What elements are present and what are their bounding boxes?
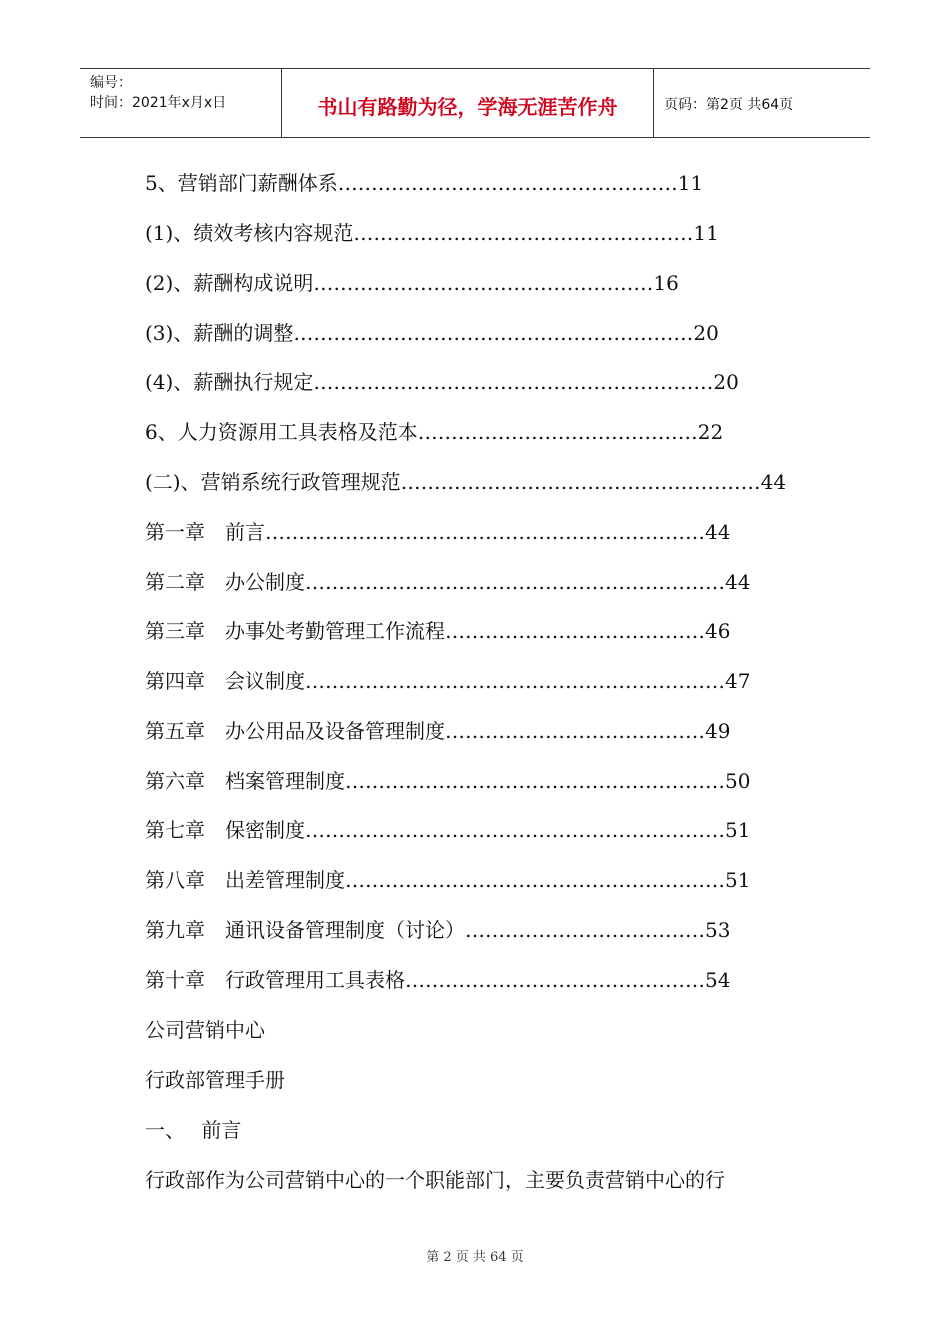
toc-page: 54 <box>705 968 731 992</box>
toc-entry[interactable] <box>145 168 703 198</box>
toc-title: 第三章 办事处考勤管理工作流程 <box>145 619 445 643</box>
chapter-heading: 一、 前言 <box>145 1118 242 1142</box>
toc-title: (1)、绩效考核内容规范 <box>145 221 354 245</box>
toc-entry[interactable] <box>145 417 723 447</box>
toc-entry[interactable] <box>145 815 750 845</box>
toc-title: 第九章 通讯设备管理制度（讨论） <box>145 918 465 942</box>
toc-page: 16 <box>653 271 679 295</box>
toc-dots: ………………………………………………… <box>345 868 725 892</box>
header-meta <box>80 69 282 137</box>
toc-entry[interactable] <box>145 367 739 397</box>
toc-title: 第四章 会议制度 <box>145 669 305 693</box>
toc-page: 44 <box>705 520 731 544</box>
toc-title: 第六章 档案管理制度 <box>145 769 345 793</box>
toc-title: (4)、薪酬执行规定 <box>145 370 314 394</box>
toc-title: 第二章 办公制度 <box>145 570 305 594</box>
toc-entry[interactable] <box>145 616 730 646</box>
toc-dots: …………………………………………………… <box>293 321 694 345</box>
toc-entry[interactable] <box>145 218 719 248</box>
toc-title: (二)、营销系统行政管理规范 <box>145 470 401 494</box>
toc-dots: ………………………………………………………… <box>265 520 705 544</box>
toc-dots: ………………………………… <box>445 619 705 643</box>
toc-dots: ……………………………… <box>465 918 705 942</box>
toc-title: 5、营销部门薪酬体系 <box>145 171 338 195</box>
toc-entry[interactable] <box>145 567 750 597</box>
toc-entry[interactable] <box>145 965 730 995</box>
toc-dots: ……………………………………… <box>405 968 705 992</box>
toc-page: 11 <box>693 221 719 245</box>
section-heading: 公司营销中心 <box>145 1018 265 1042</box>
toc-dots: ……………………………………………………… <box>305 570 725 594</box>
toc-page: 44 <box>760 470 787 494</box>
page-header <box>80 68 870 138</box>
toc-dots: …………………………………… <box>417 420 698 444</box>
toc-dots: ………………………………… <box>445 719 705 743</box>
toc-dots: …………………………………………… <box>313 271 654 295</box>
toc-dots: …………………………………………… <box>353 221 694 245</box>
toc-title: 第一章 前言 <box>145 520 265 544</box>
toc-title: 第七章 保密制度 <box>145 818 305 842</box>
toc-page: 46 <box>705 619 731 643</box>
toc-entry[interactable] <box>145 865 750 895</box>
toc-dots: …………………………………………… <box>337 171 678 195</box>
toc-entry[interactable] <box>145 517 730 547</box>
number-label: 编号： <box>90 75 132 91</box>
toc-entry[interactable] <box>145 467 786 497</box>
toc-dots: ………………………………………………… <box>345 769 725 793</box>
toc-page: 50 <box>725 769 751 793</box>
toc-dots: …………………………………………………… <box>313 370 714 394</box>
toc-page: 11 <box>677 171 704 195</box>
toc-dots: ……………………………………………………… <box>305 669 725 693</box>
toc-entry[interactable] <box>145 666 750 696</box>
page-footer: 第 2 页 共 64 页 <box>426 1250 524 1265</box>
toc-title: (3)、薪酬的调整 <box>145 321 294 345</box>
toc-page: 51 <box>725 818 751 842</box>
toc-title: (2)、薪酬构成说明 <box>145 271 314 295</box>
toc-page: 20 <box>713 370 739 394</box>
toc-title: 6、人力资源用工具表格及范本 <box>145 420 418 444</box>
toc-page: 44 <box>725 570 751 594</box>
body-paragraph: 行政部作为公司营销中心的一个职能部门，主要负责营销中心的行 <box>145 1168 725 1192</box>
toc-title: 第十章 行政管理用工具表格 <box>145 968 405 992</box>
toc-entry[interactable] <box>145 716 730 746</box>
toc-title: 第八章 出差管理制度 <box>145 868 345 892</box>
toc-page: 53 <box>705 918 731 942</box>
toc-entry[interactable] <box>145 318 719 348</box>
manual-title: 行政部管理手册 <box>145 1068 285 1092</box>
time-label: 时间：2021年x月x日 <box>90 95 227 111</box>
toc-page: 49 <box>705 719 731 743</box>
toc-dots: ……………………………………………… <box>400 470 761 494</box>
toc-entry[interactable] <box>145 766 750 796</box>
toc-dots: ……………………………………………………… <box>305 818 725 842</box>
toc-entry[interactable] <box>145 915 730 945</box>
toc-entry[interactable] <box>145 268 679 298</box>
toc-page: 20 <box>693 321 719 345</box>
toc-page: 22 <box>697 420 724 444</box>
header-motto: 书山有路勤为径，学海无涯苦作舟 <box>282 69 654 137</box>
header-page-info: 页码：第2页 共64页 <box>664 97 794 113</box>
toc-page: 51 <box>725 868 751 892</box>
toc-page: 47 <box>725 669 751 693</box>
toc-title: 第五章 办公用品及设备管理制度 <box>145 719 445 743</box>
